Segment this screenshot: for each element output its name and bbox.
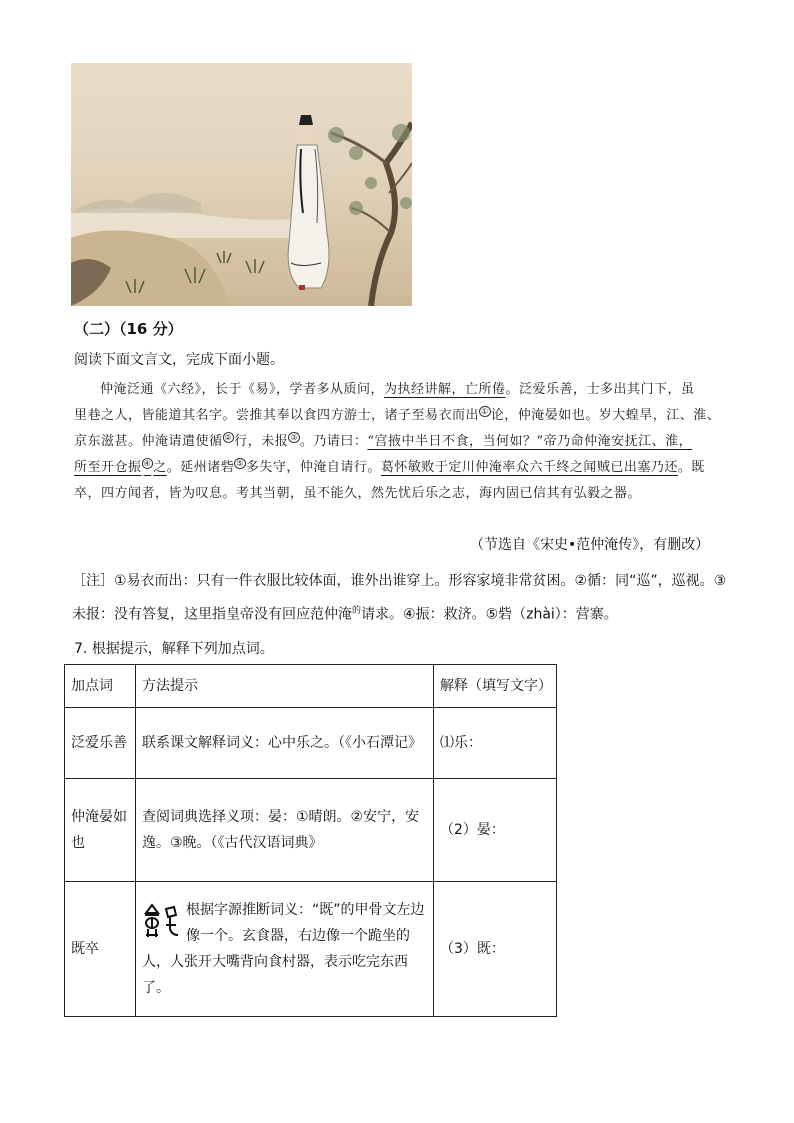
hint-cell: 查阅词典选择义项：晏：①晴朗。②安宁，安逸。③晚。（《古代汉语词典》: [136, 779, 434, 882]
underlined-phrase-3: 葛怀敏败于定川仲淹率众六千终之闻贼已出塞乃还: [380, 460, 678, 475]
explanation-table: [64, 664, 557, 1017]
landscape-figure-image: [71, 63, 412, 306]
table-row: [65, 708, 557, 779]
word-cell: 泛爱乐善: [65, 708, 136, 779]
answer-cell[interactable]: （3）既：: [434, 882, 557, 1017]
header-hint: 方法提示: [136, 665, 434, 708]
illustration-painting: [71, 63, 412, 306]
hint-cell: 根据字源推断词义：“既”的甲骨文左边像一个。玄食器，右边像一个跪坐的人，人张开大嘴背向食村器，表示吃完东西了。: [136, 882, 434, 1017]
header-word: 加点词: [65, 665, 136, 708]
section-title: （二）（16 分）: [74, 320, 183, 338]
word-cell: 既卒: [65, 882, 136, 1017]
word-cell: 仲淹晏如也: [65, 779, 136, 882]
oracle-bone-ji-glyph-icon: [142, 901, 182, 941]
table-header-row: [65, 665, 557, 708]
answer-cell[interactable]: ⑴乐：: [434, 708, 557, 779]
underlined-phrase-2: “宫掖中半日不食，当何如？”帝乃命仲淹安抚江、淮，: [367, 434, 693, 449]
passage-line-2: 里巷之人，皆能道其名字。尝推其奉以食四方游士，诸子至易衣而出 ① 论，仲淹晏如也。岁大蝗旱，江、淮、: [74, 406, 721, 423]
hint-cell: 联系课文解释词义：心中乐之。（《小石潭记》: [136, 708, 434, 779]
answer-cell[interactable]: （2）晏：: [434, 779, 557, 882]
passage-line-3: 京东滋甚。仲淹请遣使循 ② 行，未报 ③ 。乃请曰：“宫掖中半日不食，当何如？”帝乃命仲淹安抚江、淮，: [74, 432, 693, 449]
underlined-phrase-1: 为执经讲解，亡所倦: [384, 382, 506, 397]
passage-line-4: 所至开仓振 ④ 之。延州诸砦 ⑤ 多失守，仲淹自请行。葛怀敏败于定川仲淹率众六千终之闻贼已出塞乃还。既: [74, 458, 705, 475]
reading-instruction: 阅读下面文言文，完成下面小题。: [74, 352, 284, 368]
header-answer: 解释（填写文字）: [434, 665, 557, 708]
table-row: [65, 779, 557, 882]
passage-line-1: 仲淹泛通《六经》，长于《易》，学者多从质问，为执经讲解，亡所倦。泛爱乐善，士多出其门下，虽: [100, 382, 695, 397]
question-7-label: 7. 根据提示，解释下列加点词。: [74, 641, 274, 657]
classical-passage: [74, 377, 724, 507]
table-row: [65, 882, 557, 1017]
passage-source: （节选自《宋史•范仲淹传》，有删改）: [470, 537, 710, 553]
annotation-notes: ［注］①易衣而出：只有一件衣服比较体面，谁外出谁穿上。形容家境非常贫困。②循：同“巡”，巡视。③ 未报：没有答复，这里指皇帝没有回应范仲淹$^的$请求。④振：救济。⑤砦（zhài）：营寨。: [72, 573, 727, 623]
passage-line-5: 卒，四方闻者，皆为叹息。考其当朝，虽不能久，然先忧后乐之志，海内固已信其有弘毅之器。: [74, 486, 642, 501]
